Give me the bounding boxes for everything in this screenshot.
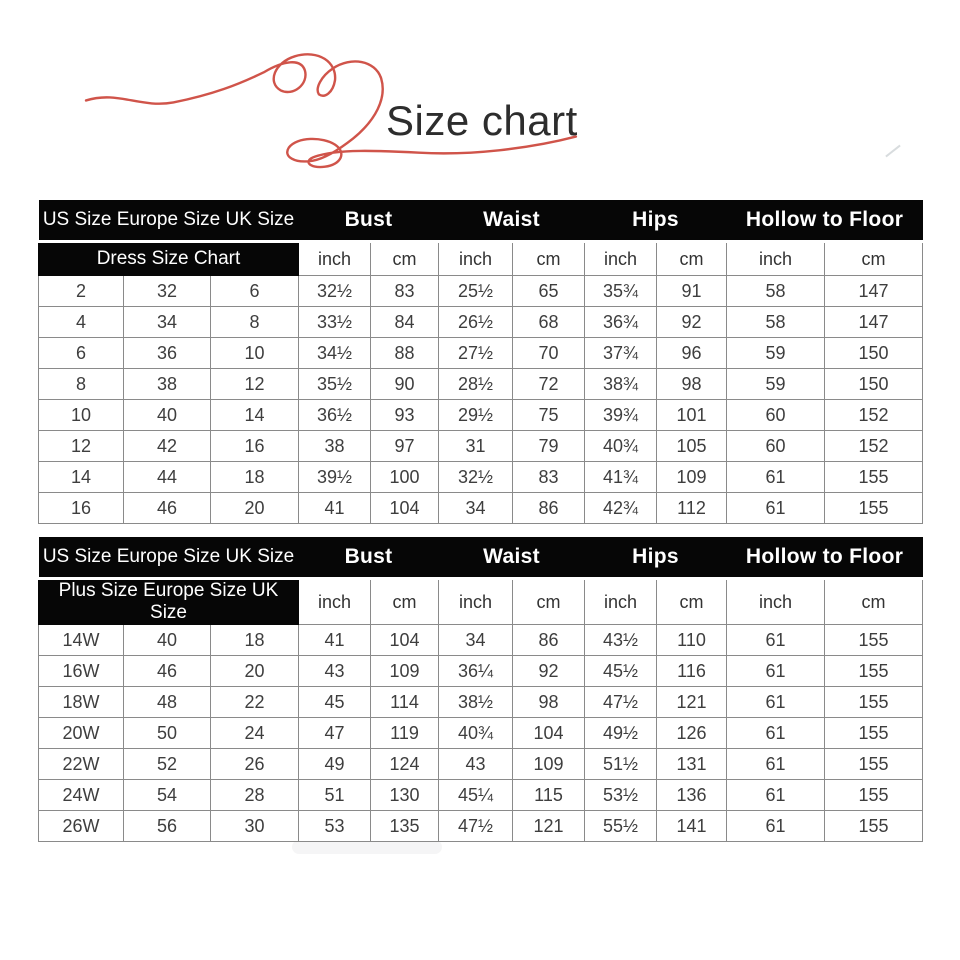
cell: 29½ (439, 400, 513, 431)
cell: 101 (657, 400, 727, 431)
cell: 6 (39, 338, 124, 369)
cell: 16 (211, 431, 299, 462)
cell: 25½ (439, 276, 513, 307)
cell: 16 (39, 493, 124, 524)
cell: 32½ (299, 276, 371, 307)
cell: 37¾ (585, 338, 657, 369)
cell: 26 (211, 749, 299, 780)
cell: 55½ (585, 811, 657, 842)
hips-header: Hips (585, 200, 727, 242)
cell: 36¼ (439, 656, 513, 687)
cell: 79 (513, 431, 585, 462)
cell: 43 (439, 749, 513, 780)
cell: 18W (39, 687, 124, 718)
cell: 35¾ (585, 276, 657, 307)
cell: 20 (211, 656, 299, 687)
table-row (39, 811, 923, 842)
unit-label: cm (657, 242, 727, 276)
cell: 8 (211, 307, 299, 338)
cell: 2 (39, 276, 124, 307)
cell: 40 (124, 625, 211, 656)
cell: 47½ (585, 687, 657, 718)
cell: 43 (299, 656, 371, 687)
cell: 18 (211, 625, 299, 656)
page-title: Size chart (386, 97, 578, 144)
table-row (39, 338, 923, 369)
cell: 49½ (585, 718, 657, 749)
cell: 155 (825, 493, 923, 524)
unit-label: inch (585, 242, 657, 276)
cell: 84 (371, 307, 439, 338)
cell: 136 (657, 780, 727, 811)
unit-label: cm (513, 242, 585, 276)
cell: 155 (825, 656, 923, 687)
table-row (39, 749, 923, 780)
cell: 116 (657, 656, 727, 687)
cell: 35½ (299, 369, 371, 400)
cell: 46 (124, 493, 211, 524)
cell: 155 (825, 780, 923, 811)
cell: 41 (299, 493, 371, 524)
cell: 147 (825, 307, 923, 338)
cell: 52 (124, 749, 211, 780)
cell: 130 (371, 780, 439, 811)
cell: 39¾ (585, 400, 657, 431)
table-row (39, 276, 923, 307)
cell: 61 (727, 493, 825, 524)
cell: 51 (299, 780, 371, 811)
cell: 28 (211, 780, 299, 811)
cell: 88 (371, 338, 439, 369)
unit-label: cm (371, 579, 439, 625)
unit-label: inch (299, 242, 371, 276)
table-row (39, 656, 923, 687)
cell: 31 (439, 431, 513, 462)
cell: 12 (211, 369, 299, 400)
cell: 155 (825, 749, 923, 780)
cell: 40¾ (585, 431, 657, 462)
cell: 39½ (299, 462, 371, 493)
cell: 92 (513, 656, 585, 687)
cell: 14W (39, 625, 124, 656)
table-header-row (39, 200, 923, 242)
cell: 61 (727, 687, 825, 718)
cell: 109 (657, 462, 727, 493)
plus-size-table-body (39, 625, 923, 842)
cell: 155 (825, 625, 923, 656)
cell: 40 (124, 400, 211, 431)
cell: 20W (39, 718, 124, 749)
cell: 100 (371, 462, 439, 493)
cell: 86 (513, 493, 585, 524)
unit-label: cm (513, 579, 585, 625)
cell: 115 (513, 780, 585, 811)
cell: 109 (371, 656, 439, 687)
subheader-label: Plus Size Europe Size UK Size (39, 579, 299, 625)
cell: 119 (371, 718, 439, 749)
cell: 41¾ (585, 462, 657, 493)
unit-label: cm (825, 242, 923, 276)
table-subheader-row (39, 579, 923, 625)
cell: 141 (657, 811, 727, 842)
cell: 61 (727, 749, 825, 780)
cell: 34½ (299, 338, 371, 369)
corner-mark (885, 145, 900, 158)
cell: 61 (727, 780, 825, 811)
cell: 61 (727, 656, 825, 687)
table-row (39, 307, 923, 338)
cell: 150 (825, 338, 923, 369)
cell: 58 (727, 276, 825, 307)
cell: 36½ (299, 400, 371, 431)
cell: 126 (657, 718, 727, 749)
cell: 112 (657, 493, 727, 524)
cell: 109 (513, 749, 585, 780)
cell: 49 (299, 749, 371, 780)
cell: 59 (727, 369, 825, 400)
cell: 26½ (439, 307, 513, 338)
cell: 68 (513, 307, 585, 338)
cell: 83 (371, 276, 439, 307)
cell: 155 (825, 811, 923, 842)
dress-size-table-body (39, 276, 923, 524)
cell: 59 (727, 338, 825, 369)
cell: 32 (124, 276, 211, 307)
cell: 22W (39, 749, 124, 780)
cell: 27½ (439, 338, 513, 369)
unit-label: cm (825, 579, 923, 625)
cell: 6 (211, 276, 299, 307)
cell: 72 (513, 369, 585, 400)
cell: 110 (657, 625, 727, 656)
cell: 47 (299, 718, 371, 749)
cell: 56 (124, 811, 211, 842)
cell: 61 (727, 718, 825, 749)
cell: 98 (657, 369, 727, 400)
cell: 104 (513, 718, 585, 749)
cell: 104 (371, 625, 439, 656)
cell: 60 (727, 431, 825, 462)
hips-header: Hips (585, 537, 727, 579)
cell: 36 (124, 338, 211, 369)
cell: 43½ (585, 625, 657, 656)
cell: 26W (39, 811, 124, 842)
cell: 54 (124, 780, 211, 811)
cell: 30 (211, 811, 299, 842)
bust-header: Bust (299, 537, 439, 579)
table-row (39, 400, 923, 431)
cell: 92 (657, 307, 727, 338)
cell: 97 (371, 431, 439, 462)
cell: 155 (825, 462, 923, 493)
unit-label: inch (439, 242, 513, 276)
waist-header: Waist (439, 200, 585, 242)
cell: 24W (39, 780, 124, 811)
cell: 50 (124, 718, 211, 749)
cell: 61 (727, 811, 825, 842)
cell: 65 (513, 276, 585, 307)
cell: 12 (39, 431, 124, 462)
cell: 28½ (439, 369, 513, 400)
cell: 121 (513, 811, 585, 842)
faint-watermark-smudge (292, 840, 442, 854)
cell: 91 (657, 276, 727, 307)
cell: 20 (211, 493, 299, 524)
subheader-label: Dress Size Chart (39, 242, 299, 276)
cell: 38½ (439, 687, 513, 718)
cell: 40¾ (439, 718, 513, 749)
cell: 61 (727, 462, 825, 493)
cell: 44 (124, 462, 211, 493)
table-subheader-row (39, 242, 923, 276)
cell: 41 (299, 625, 371, 656)
cell: 4 (39, 307, 124, 338)
bust-header: Bust (299, 200, 439, 242)
cell: 75 (513, 400, 585, 431)
cell: 124 (371, 749, 439, 780)
cell: 38 (299, 431, 371, 462)
hollow-to-floor-header: Hollow to Floor (727, 200, 923, 242)
cell: 36¾ (585, 307, 657, 338)
cell: 32½ (439, 462, 513, 493)
cell: 42¾ (585, 493, 657, 524)
cell: 114 (371, 687, 439, 718)
size-columns-header: US Size Europe Size UK Size (39, 200, 299, 242)
cell: 98 (513, 687, 585, 718)
unit-label: inch (439, 579, 513, 625)
cell: 93 (371, 400, 439, 431)
table-row (39, 493, 923, 524)
table-row (39, 462, 923, 493)
table-row (39, 718, 923, 749)
cell: 155 (825, 687, 923, 718)
cell: 131 (657, 749, 727, 780)
table-row (39, 625, 923, 656)
cell: 51½ (585, 749, 657, 780)
waist-header: Waist (439, 537, 585, 579)
cell: 46 (124, 656, 211, 687)
cell: 38¾ (585, 369, 657, 400)
cell: 96 (657, 338, 727, 369)
cell: 86 (513, 625, 585, 656)
cell: 18 (211, 462, 299, 493)
cell: 58 (727, 307, 825, 338)
cell: 104 (371, 493, 439, 524)
cell: 8 (39, 369, 124, 400)
unit-label: cm (657, 579, 727, 625)
unit-label: inch (727, 579, 825, 625)
cell: 90 (371, 369, 439, 400)
cell: 147 (825, 276, 923, 307)
cell: 47½ (439, 811, 513, 842)
dress-size-table (38, 200, 923, 524)
cell: 53½ (585, 780, 657, 811)
cell: 45½ (585, 656, 657, 687)
table-row (39, 780, 923, 811)
cell: 45¼ (439, 780, 513, 811)
unit-label: inch (585, 579, 657, 625)
cell: 83 (513, 462, 585, 493)
cell: 14 (39, 462, 124, 493)
cell: 42 (124, 431, 211, 462)
cell: 155 (825, 718, 923, 749)
cell: 70 (513, 338, 585, 369)
size-columns-header: US Size Europe Size UK Size (39, 537, 299, 579)
cell: 33½ (299, 307, 371, 338)
plus-size-table (38, 537, 923, 842)
cell: 10 (39, 400, 124, 431)
cell: 121 (657, 687, 727, 718)
cell: 22 (211, 687, 299, 718)
cell: 150 (825, 369, 923, 400)
cell: 48 (124, 687, 211, 718)
cell: 53 (299, 811, 371, 842)
cell: 24 (211, 718, 299, 749)
cell: 34 (439, 493, 513, 524)
table-row (39, 369, 923, 400)
table-header-row (39, 537, 923, 579)
cell: 152 (825, 431, 923, 462)
hollow-to-floor-header: Hollow to Floor (727, 537, 923, 579)
cell: 60 (727, 400, 825, 431)
cell: 135 (371, 811, 439, 842)
table-row (39, 431, 923, 462)
cell: 152 (825, 400, 923, 431)
cell: 34 (124, 307, 211, 338)
cell: 61 (727, 625, 825, 656)
cell: 14 (211, 400, 299, 431)
unit-label: cm (371, 242, 439, 276)
cell: 10 (211, 338, 299, 369)
unit-label: inch (727, 242, 825, 276)
unit-label: inch (299, 579, 371, 625)
cell: 38 (124, 369, 211, 400)
cell: 16W (39, 656, 124, 687)
table-row (39, 687, 923, 718)
cell: 105 (657, 431, 727, 462)
cell: 45 (299, 687, 371, 718)
cell: 34 (439, 625, 513, 656)
